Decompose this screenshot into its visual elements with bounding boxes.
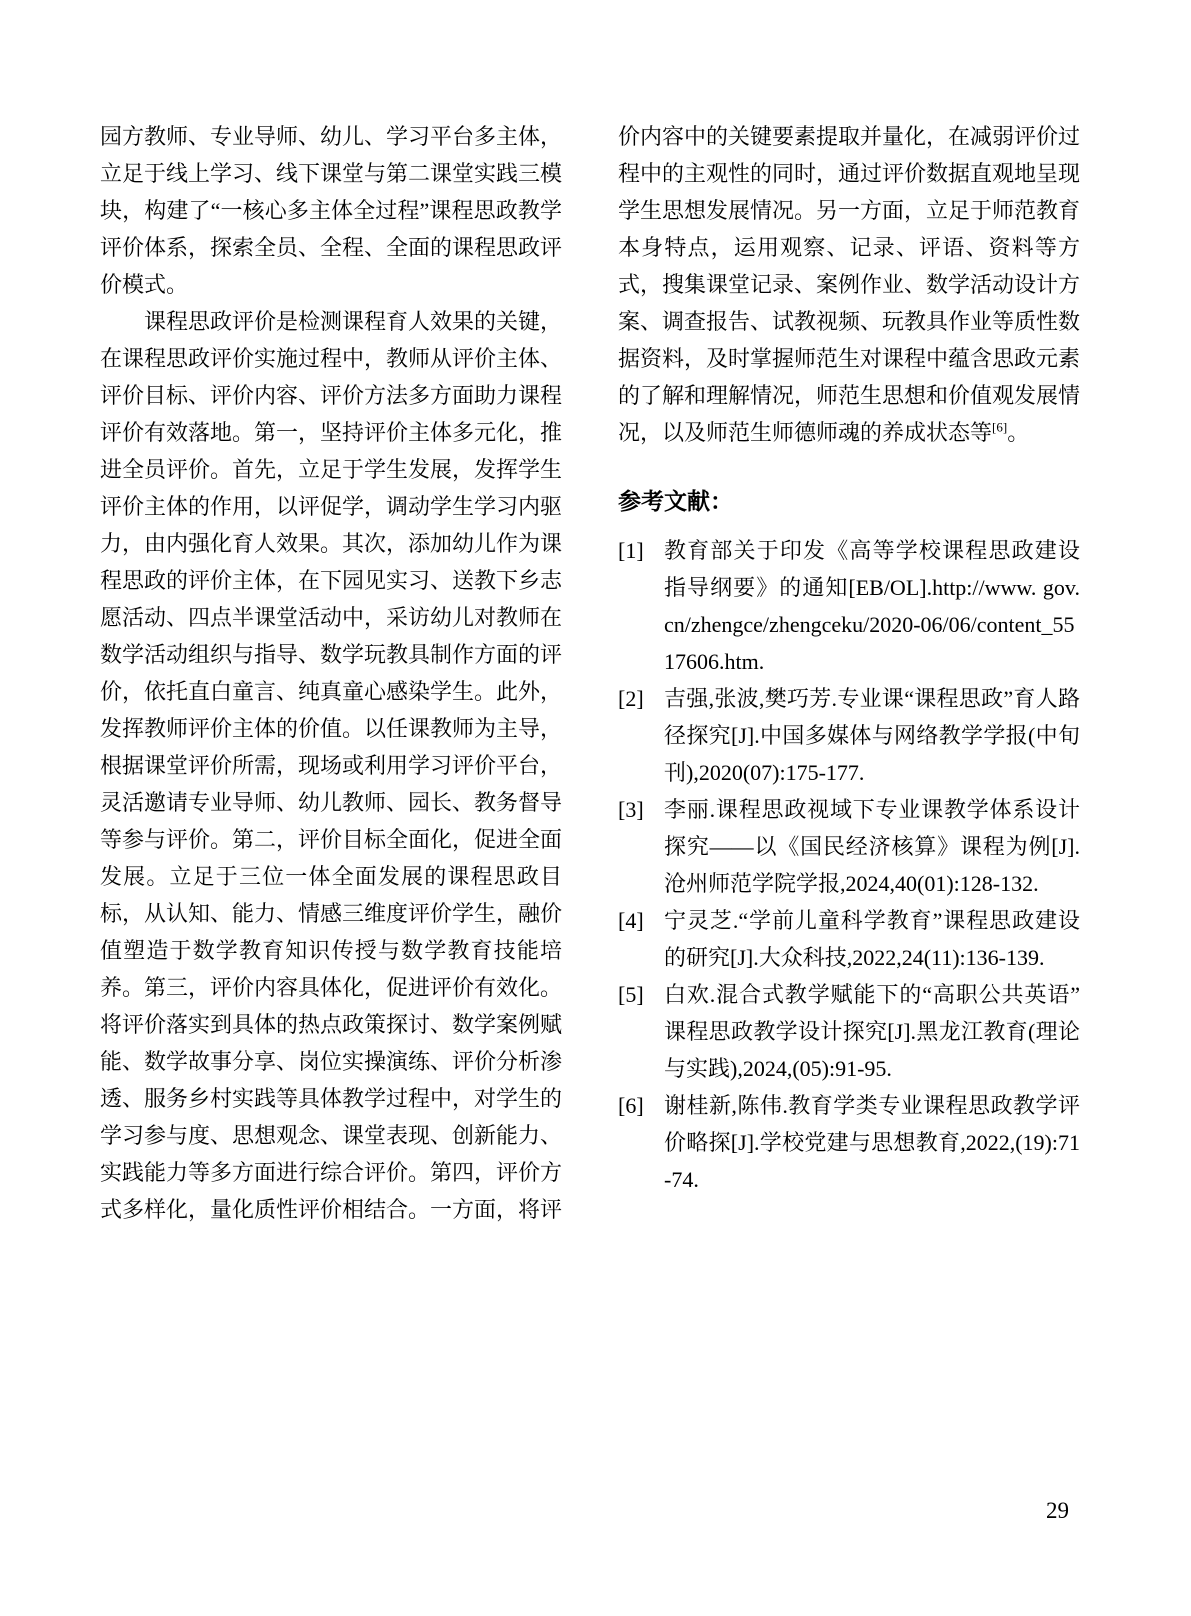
references-heading: 参考文献：	[618, 488, 733, 514]
page-number: 29	[1046, 1498, 1069, 1523]
right-column	[618, 118, 1080, 1198]
left-column	[100, 118, 562, 1228]
footnote-reference-6: [6]	[992, 419, 1008, 435]
reference-text: 教育部关于印发《高等学校课程思政建设指导纲要》的通知[EB/OL].http://www. gov. cn/zhengce/zhengceku/2020-06/06/content_5517606.htm.	[664, 538, 1080, 674]
reference-label: [4]	[618, 908, 644, 933]
sentence-period: 。	[1007, 420, 1030, 445]
reference-text: 吉强,张波,樊巧芳.专业课“课程思政”育人路径探究[J].中国多媒体与网络教学学报(中旬刊),2020(07):175-177.	[664, 686, 1080, 785]
reference-item-1	[618, 532, 1080, 680]
references-list	[618, 532, 1080, 1198]
body-paragraph-continued: 园方教师、专业导师、幼儿、学习平台多主体，立足于线上学习、线下课堂与第二课堂实践三模块，构建了“一核心多主体全过程”课程思政教学评价体系，探索全员、全程、全面的课程思政评价模式。	[100, 124, 563, 297]
continuation-text: 价内容中的关键要素提取并量化，在减弱评价过程中的主观性的同时，通过评价数据直观地呈现学生思想发展情况。另一方面，立足于师范教育本身特点，运用观察、记录、评语、资料等方式，搜集课堂记录、案例作业、数学活动设计方案、调查报告、试教视频、玩教具作业等质性数据资料，及时掌握师范生对课程中蕴含思政元素的了解和理解情况，师范生思想和价值观发展情况，以及师范生师德师魂的养成状态等	[618, 124, 1081, 445]
reference-label: [2]	[618, 686, 644, 711]
reference-item-4	[618, 902, 1080, 976]
body-paragraph: 课程思政评价是检测课程育人效果的关键，在课程思政评价实施过程中，教师从评价主体、评价目标、评价内容、评价方法多方面助力课程评价有效落地。第一，坚持评价主体多元化，推进全员评价。首先，立足于学生发展，发挥学生评价主体的作用，以评促学，调动学生学习内驱力，由内强化育人效果。其次，添加幼儿作为课程思政的评价主体，在下园见实习、送教下乡志愿活动、四点半课堂活动中，采访幼儿对教师在数学活动组织与指导、数学玩教具制作方面的评价，依托直白童言、纯真童心感染学生。此外，发挥教师评价主体的价值。以任课教师为主导，根据课堂评价所需，现场或利用学习评价平台，灵活邀请专业导师、幼儿教师、园长、教务督导等参与评价。第二，评价目标全面化，促进全面发展。立足于三位一体全面发展的课程思政目标，从认知、能力、情感三维度评价学生，融价值塑造于数学教育知识传授与数学教育技能培养。第三，评价内容具体化，促进评价有效化。将评价落实到具体的热点政策探讨、数学案例赋能、数学故事分享、岗位实操演练、评价分析渗透、服务乡村实践等具体教学过程中，对学生的学习参与度、思想观念、课堂表现、创新能力、实践能力等多方面进行综合评价。第四，评价方式多样化，量化质性评价相结合。一方面，将评	[100, 309, 563, 1222]
reference-item-3	[618, 791, 1080, 902]
reference-text: 宁灵芝.“学前儿童科学教育”课程思政建设的研究[J].大众科技,2022,24(11):136-139.	[664, 908, 1080, 970]
reference-label: [3]	[618, 797, 644, 822]
body-paragraph-continuation	[618, 118, 1080, 451]
reference-label: [1]	[618, 538, 644, 563]
reference-text: 白欢.混合式教学赋能下的“高职公共英语”课程思政教学设计探究[J].黑龙江教育(理论与实践),2024,(05):91-95.	[664, 982, 1080, 1081]
reference-label: [5]	[618, 982, 644, 1007]
reference-item-6	[618, 1087, 1080, 1198]
reference-label: [6]	[618, 1093, 644, 1118]
reference-item-5	[618, 976, 1080, 1087]
reference-text: 谢桂新,陈伟.教育学类专业课程思政教学评价略探[J].学校党建与思想教育,2022,(19):71-74.	[664, 1093, 1080, 1192]
reference-item-2	[618, 680, 1080, 791]
reference-text: 李丽.课程思政视域下专业课教学体系设计探究——以《国民经济核算》课程为例[J].沧州师范学院学报,2024,40(01):128-132.	[664, 797, 1080, 896]
